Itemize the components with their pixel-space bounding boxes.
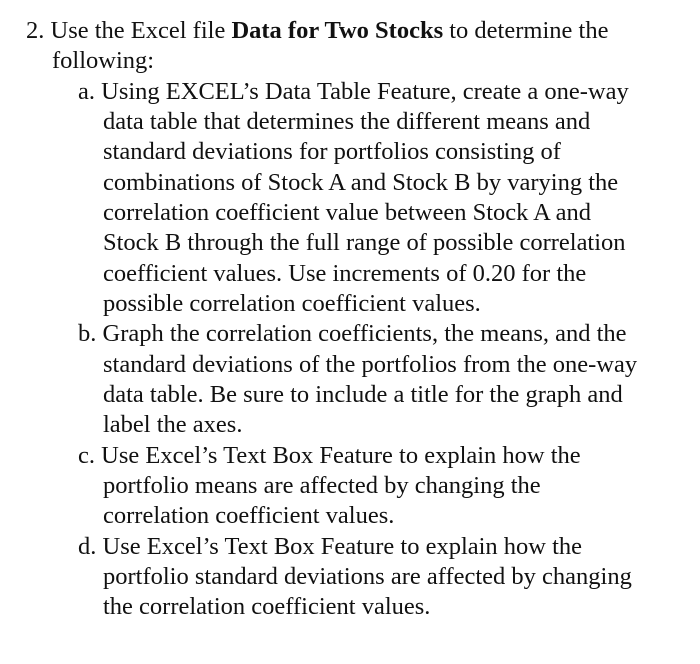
part-d-label: d. (78, 533, 97, 560)
part-b-line-1 (78, 319, 627, 349)
part-b-line-4: label the axes. (103, 411, 243, 438)
part-c-text-1: Use Excel’s Text Box Feature to explain how the (101, 442, 581, 469)
part-a-line-7: coefficient values. Use increments of 0.20 for the (103, 260, 587, 287)
part-c-line-2: portfolio means are affected by changing the (103, 472, 541, 499)
part-d-text-1: Use Excel’s Text Box Feature to explain how the (102, 533, 583, 560)
file-name: Data for Two Stocks (231, 17, 444, 44)
part-b-label: b. (78, 320, 97, 347)
part-a-line-8: possible correlation coefficient values. (103, 290, 481, 317)
part-d-line-1 (78, 532, 582, 562)
part-a-line-4: combinations of Stock A and Stock B by varying the (103, 169, 619, 196)
part-a-text-1: Using EXCEL’s Data Table Feature, create a one-way (101, 78, 629, 105)
part-a-label: a. (78, 78, 95, 105)
part-a-line-2: data table that determines the different means and (103, 108, 591, 135)
part-a-line-5: correlation coefficient value between Stock A and (103, 199, 592, 226)
part-a-line-3: standard deviations for portfolios consisting of (103, 138, 561, 165)
part-b-line-3: data table. Be sure to include a title for the graph and (103, 381, 623, 408)
question-intro-suffix: to determine the (443, 17, 609, 44)
part-d-line-3: the correlation coefficient values. (103, 593, 431, 620)
part-a-line-1 (78, 77, 629, 107)
part-c-label: c. (78, 442, 95, 469)
part-d-line-2: portfolio standard deviations are affected by changing (103, 563, 632, 590)
question-intro-prefix: Use the Excel file (50, 17, 232, 44)
question-number: 2. (26, 17, 45, 44)
part-b-text-1: Graph the correlation coefficients, the means, and the (102, 320, 627, 347)
part-c-line-3: correlation coefficient values. (103, 502, 395, 529)
part-c-line-1 (78, 441, 581, 471)
part-a-line-6: Stock B through the full range of possible correlation (103, 229, 626, 256)
question-intro-continuation: following: (52, 47, 155, 74)
part-b-line-2: standard deviations of the portfolios from the one-way (103, 351, 638, 378)
question-intro-line (26, 16, 608, 46)
